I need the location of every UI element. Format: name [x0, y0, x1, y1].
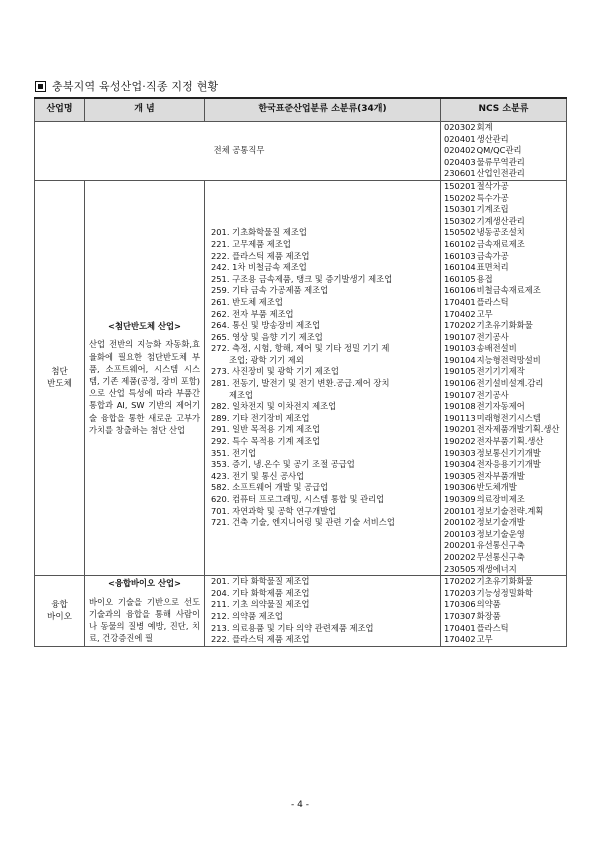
- ncs-code: 170203: [444, 587, 476, 598]
- ncs-name: 정보기술운영: [474, 528, 525, 539]
- ksic-item: 423. 전기 및 통신 공사업: [211, 470, 305, 481]
- ncs-name: 미래형전기시스템: [474, 412, 541, 423]
- ncs-item: [444, 564, 563, 576]
- ncs-code: 200201: [444, 540, 476, 551]
- ncs-item: [444, 459, 563, 471]
- ncs-code: 170402: [444, 634, 476, 645]
- ksic-item: 281. 전동기, 발전기 및 전기 변환.공급.제어 장치: [211, 378, 390, 389]
- ksic-item: 282. 일차전지 및 이차전지 제조업: [211, 401, 337, 412]
- ncs-name: 유선통신구축: [474, 540, 525, 551]
- ksic-item: 291. 일반 목적용 기계 제조업: [211, 424, 321, 435]
- ncs-code: 230505: [444, 563, 476, 574]
- ncs-name: 정보기술개발: [474, 517, 525, 528]
- ncs-name: 전기공사: [474, 331, 509, 342]
- ncs-name: 플라스틱: [474, 296, 509, 307]
- ncs-code: 170307: [444, 610, 476, 621]
- ncs-item: [444, 623, 563, 635]
- ksic-item: 조업; 광학 기기 제외: [229, 354, 304, 365]
- ncs-item: [444, 122, 563, 134]
- ksic-item: 201. 기초화학물질 제조업: [211, 227, 307, 238]
- ncs-code: 190304: [444, 459, 476, 470]
- concept-bio: [85, 576, 205, 647]
- header-concept: 개 념: [85, 98, 205, 122]
- ncs-name: 생산관리: [474, 133, 509, 144]
- ncs-item: [444, 204, 563, 216]
- ncs-name: 반도체개발: [474, 482, 517, 493]
- ncs-name: 화장품: [474, 610, 501, 621]
- ncs-item: [444, 309, 563, 321]
- ksic-item: 251. 구조용 금속제품, 탱크 및 증기발생기 제조업: [211, 273, 393, 284]
- ncs-item: [444, 355, 563, 367]
- ncs-name: 전기공사: [474, 389, 509, 400]
- ncs-item: [444, 168, 563, 180]
- ncs-name: 표면처리: [474, 262, 509, 273]
- ksic-item: 721. 건축 기술, 엔지니어링 및 관련 기술 서비스업: [211, 517, 395, 528]
- table-header-row: [35, 98, 567, 122]
- ncs-code: 020403: [444, 156, 476, 167]
- ksic-item: 262. 전자 부품 제조업: [211, 308, 294, 319]
- ncs-code: 020302: [444, 122, 476, 132]
- ksic-item: 351. 전기업: [211, 447, 257, 458]
- ksic-item: 242. 1차 비철금속 제조업: [211, 262, 307, 273]
- ncs-code: 150301: [444, 204, 476, 215]
- ncs-name: 기초유기화화물: [474, 576, 533, 587]
- page-number: - 4 -: [291, 800, 309, 810]
- ncs-code: 170202: [444, 320, 476, 331]
- ncs-item: [444, 482, 563, 494]
- ksic-item: 211. 기초 의약물질 제조업: [211, 599, 310, 610]
- ncs-code: 190113: [444, 412, 476, 423]
- ncs-item: [444, 193, 563, 205]
- section-title-text: 충북지역 육성산업·직종 지정 현황: [52, 80, 219, 93]
- ncs-name: 냉동공조설치: [474, 227, 525, 238]
- ncs-name: 절삭가공: [474, 180, 509, 191]
- ncs-item: [444, 297, 563, 309]
- ncs-list-semiconductor: [441, 180, 567, 575]
- ncs-code: 150201: [444, 180, 476, 191]
- ncs-name: 전기기기제작: [474, 366, 525, 377]
- ncs-name: 기초유기화화물: [474, 320, 533, 331]
- concept-title: <융합바이오 산업>: [108, 578, 181, 589]
- ncs-item: [444, 413, 563, 425]
- ksic-item: 222. 플라스틱 제품 제조업: [211, 634, 310, 645]
- ncs-name: 의료장비제조: [474, 494, 525, 504]
- section-title: [35, 78, 218, 94]
- ncs-item: [444, 540, 563, 552]
- ksic-item: 272. 측정, 시험, 항해, 제어 및 기타 정밀 기기 제: [211, 343, 390, 354]
- ncs-item: [444, 181, 563, 193]
- ncs-item: [444, 448, 563, 460]
- ncs-item: [444, 378, 563, 390]
- ncs-name: 정보통신기기개발: [474, 447, 541, 458]
- ncs-code: 170202: [444, 576, 476, 587]
- ncs-name: 전자제품개발기획.생산: [474, 424, 560, 435]
- ksic-item: 264. 통신 및 방송장비 제조업: [211, 320, 321, 331]
- ksic-item: 204. 기타 화학제품 제조업: [211, 587, 310, 598]
- ksic-item: 289. 기타 전기장비 제조업: [211, 412, 310, 423]
- ksic-item: 292. 특수 목적용 기계 제조업: [211, 436, 321, 447]
- ncs-item: [444, 332, 563, 344]
- ncs-code: 170402: [444, 308, 476, 319]
- ncs-item: [444, 401, 563, 413]
- ncs-code: 190106: [444, 378, 476, 389]
- ncs-item: [444, 506, 563, 518]
- ncs-name: 전자응용기기개발: [474, 459, 541, 470]
- concept-semiconductor: [85, 180, 205, 575]
- ncs-item: [444, 494, 563, 506]
- ncs-code: 170306: [444, 599, 476, 610]
- ncs-code: 170401: [444, 296, 476, 307]
- ncs-name: 전자부품개발: [474, 470, 525, 481]
- ksic-list-semiconductor: [205, 180, 441, 575]
- ncs-code: 020402: [444, 145, 476, 156]
- ncs-name: 의약품: [474, 599, 501, 610]
- ksic-item: 265. 영상 및 음향 기기 제조업: [211, 331, 323, 342]
- ncs-name: 물류무역관리: [474, 156, 525, 167]
- ncs-name: 기능성정밀화학: [474, 587, 533, 598]
- ncs-item: [444, 262, 563, 274]
- ncs-item: [444, 251, 563, 263]
- ksic-item: 273. 사진장비 및 광학 기기 제조업: [211, 366, 339, 377]
- ncs-name: 고무: [474, 308, 493, 319]
- ncs-code: 190104: [444, 354, 476, 365]
- common-row: [35, 122, 567, 181]
- ncs-name: 산업인전관리: [474, 168, 525, 179]
- ncs-name: 특수가공: [474, 192, 509, 203]
- ncs-name: 재생에너지: [474, 563, 517, 574]
- ncs-item: [444, 517, 563, 529]
- common-ncs-list: [441, 122, 567, 181]
- ncs-name: 비철금속재료제조: [474, 285, 541, 296]
- ncs-name: 전기자동제어: [474, 401, 525, 412]
- ksic-item: 353. 증기, 냉.온수 및 공기 조절 공급업: [211, 459, 355, 470]
- ncs-item: [444, 390, 563, 402]
- common-label: 전체 공통직무: [35, 122, 441, 181]
- concept-text: 산업 전반의 지능화 자동화,효율화에 필요한 첨단반도체 부품, 소프트웨어, 시스템 시스템, 기존 제품(공정, 장비 포함)으로 산업 특성에 따라 부품간 통합과 AI, SW 기반의 제어기술 융합을 통한 새로운 고부가가치를 창출하는 첨단 산업: [89, 339, 200, 435]
- ncs-code: 160103: [444, 250, 476, 261]
- industry-name-semiconductor: 첨단 반도체: [35, 180, 85, 575]
- ncs-code: 170401: [444, 622, 476, 633]
- ncs-code: 190108: [444, 401, 476, 412]
- header-ksic: 한국표준산업분류 소분류(34개): [205, 98, 441, 122]
- header-industry: 산업명: [35, 98, 85, 122]
- ncs-code: 190103: [444, 343, 476, 354]
- concept-text: 바이오 기술을 기반으로 선도 기술과의 융합을 통해 사람이나 동물의 질병 예방, 진단, 치료, 건강증진에 필: [89, 596, 200, 644]
- ncs-item: [444, 145, 563, 157]
- ncs-item: [444, 216, 563, 228]
- ncs-item: [444, 366, 563, 378]
- ncs-item: [444, 576, 563, 588]
- ksic-item: 201. 기타 화학물질 제조업: [211, 576, 310, 587]
- ncs-code: 200103: [444, 528, 476, 539]
- ksic-item: 620. 컴퓨터 프로그래밍, 시스템 통합 및 관리업: [211, 494, 385, 504]
- concept-title: <첨단반도체 산업>: [108, 321, 181, 332]
- ncs-name: 전자부품기획.생산: [474, 436, 544, 447]
- ksic-item: 212. 의약품 제조업: [211, 610, 283, 621]
- ncs-code: 190107: [444, 389, 476, 400]
- ncs-item: [444, 611, 563, 623]
- ncs-item: [444, 134, 563, 146]
- ncs-item: [444, 157, 563, 169]
- ncs-name: 지능형전력망설비: [474, 354, 541, 365]
- ncs-name: 금속가공: [474, 250, 509, 261]
- ncs-name: 기계조립: [474, 204, 509, 215]
- ksic-item: 221. 고무제품 제조업: [211, 238, 291, 249]
- ncs-code: 160105: [444, 273, 476, 284]
- ncs-code: 160104: [444, 262, 476, 273]
- ncs-code: 160106: [444, 285, 476, 296]
- ncs-item: [444, 424, 563, 436]
- ksic-item: 582. 소프트웨어 개발 및 공급업: [211, 482, 329, 493]
- ncs-code: 150502: [444, 227, 476, 238]
- ncs-code: 190107: [444, 331, 476, 342]
- ncs-name: 금속재료제조: [474, 238, 525, 249]
- ncs-item: [444, 634, 563, 646]
- ksic-list-bio: [205, 576, 441, 647]
- ncs-code: 150202: [444, 192, 476, 203]
- ncs-item: [444, 599, 563, 611]
- ncs-code: 190306: [444, 482, 476, 493]
- header-ncs: NCS 소분류: [441, 98, 567, 122]
- ncs-name: 무선통신구축: [474, 551, 525, 562]
- industry-table: [34, 97, 567, 647]
- ncs-code: 190201: [444, 424, 476, 435]
- ncs-list-bio: [441, 576, 567, 647]
- ncs-code: 200102: [444, 517, 476, 528]
- ksic-item: 259. 기타 금속 가공제품 제조업: [211, 285, 329, 296]
- ncs-code: 190303: [444, 447, 476, 458]
- ncs-name: 플라스틱: [474, 622, 509, 633]
- ncs-code: 200101: [444, 505, 476, 516]
- ncs-name: 기계생산관리: [474, 215, 525, 226]
- ncs-code: 160102: [444, 238, 476, 249]
- ncs-item: [444, 343, 563, 355]
- ncs-name: 회계: [474, 122, 493, 132]
- ncs-item: [444, 274, 563, 286]
- ncs-name: 정보기술전략.계획: [474, 505, 544, 516]
- ncs-code: 230601: [444, 168, 476, 179]
- ncs-item: [444, 285, 563, 297]
- ncs-name: 송배전설비: [474, 343, 517, 354]
- ncs-name: 고무: [474, 634, 493, 645]
- ksic-item: 701. 자연과학 및 공학 연구개발업: [211, 505, 337, 516]
- ncs-code: 200202: [444, 551, 476, 562]
- ncs-item: [444, 436, 563, 448]
- bio-row: [35, 576, 567, 647]
- ncs-name: 전기설비설계.감리: [474, 378, 544, 389]
- ncs-item: [444, 320, 563, 332]
- ncs-code: 150302: [444, 215, 476, 226]
- ncs-item: [444, 471, 563, 483]
- ncs-item: [444, 529, 563, 541]
- square-bullet-icon: [35, 81, 46, 92]
- ncs-code: 190305: [444, 470, 476, 481]
- ncs-name: 용접: [474, 273, 493, 284]
- ncs-item: [444, 227, 563, 239]
- ncs-name: QM/QC관리: [474, 145, 522, 156]
- ncs-code: 190202: [444, 436, 476, 447]
- ncs-code: 020401: [444, 133, 476, 144]
- ncs-item: [444, 552, 563, 564]
- ncs-item: [444, 588, 563, 600]
- ksic-item: 222. 플라스틱 제품 제조업: [211, 250, 310, 261]
- ncs-code: 190309: [444, 494, 476, 504]
- semiconductor-row: [35, 180, 567, 575]
- ksic-item: 261. 반도체 제조업: [211, 296, 283, 307]
- ncs-item: [444, 239, 563, 251]
- ncs-code: 190105: [444, 366, 476, 377]
- industry-name-bio: 융합 바이오: [35, 576, 85, 647]
- ksic-item: 제조업: [229, 389, 254, 400]
- ksic-item: 213. 의료용품 및 기타 의약 관련제품 제조업: [211, 622, 374, 633]
